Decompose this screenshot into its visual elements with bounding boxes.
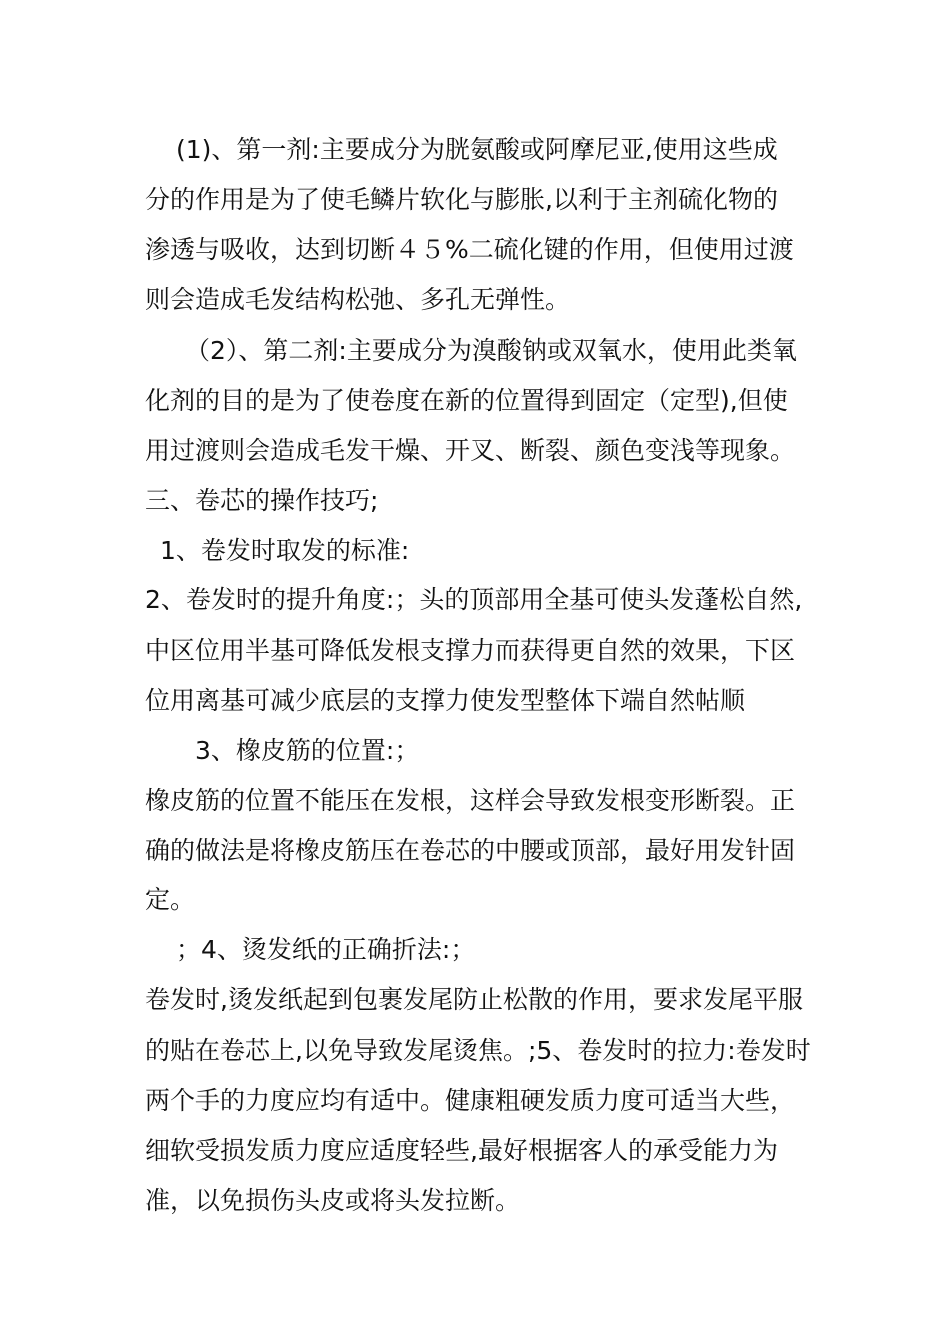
- text-line: 分的作用是为了使毛鳞片软化与膨胀,以利于主剂硫化物的: [145, 185, 778, 214]
- text-line: 1、卷发时取发的标准:: [160, 536, 410, 565]
- section-heading: 三、卷芯的操作技巧;: [145, 486, 379, 515]
- text-line: 位用离基可减少底层的支撑力使发型整体下端自然帖顺: [145, 686, 746, 715]
- text-line: 橡皮筋的位置不能压在发根，这样会导致发根变形断裂。正: [145, 786, 796, 815]
- text-line: 卷发时,烫发纸起到包裹发尾防止松散的作用，要求发尾平服: [145, 985, 803, 1014]
- text-line: ；4、烫发纸的正确折法:；: [176, 935, 476, 964]
- text-line: 的贴在卷芯上,以免导致发尾烫焦。;5、卷发时的拉力:卷发时: [145, 1036, 811, 1065]
- text-line: （2）、第二剂:主要成分为溴酸钠或双氧水，使用此类氧: [185, 336, 797, 365]
- text-line: 准，以免损伤头皮或将头发拉断。: [145, 1186, 521, 1215]
- text-line: 渗透与吸收，达到切断４５%二硫化键的作用，但使用过渡: [145, 235, 794, 264]
- text-line: 确的做法是将橡皮筋压在卷芯的中腰或顶部，最好用发针固: [145, 836, 796, 865]
- text-line: 3、橡皮筋的位置:；: [195, 736, 420, 765]
- text-line: 2、卷发时的提升角度:；头的顶部用全基可使头发蓬松自然,: [145, 585, 803, 614]
- text-line: 用过渡则会造成毛发干燥、开叉、断裂、颜色变浅等现象。: [145, 436, 796, 465]
- text-line: 两个手的力度应均有适中。健康粗硬发质力度可适当大些，: [145, 1086, 796, 1115]
- text-line: 细软受损发质力度应适度轻些,最好根据客人的承受能力为: [145, 1136, 778, 1165]
- text-line: (1)、第一剂:主要成分为胱氨酸或阿摩尼亚,使用这些成: [176, 135, 778, 164]
- text-line: 化剂的目的是为了使卷度在新的位置得到固定（定型),但使: [145, 386, 788, 415]
- text-line: 中区位用半基可降低发根支撑力而获得更自然的效果，下区: [145, 636, 796, 665]
- text-line: 则会造成毛发结构松弛、多孔无弹性。: [145, 285, 571, 314]
- text-line: 定。: [145, 885, 196, 914]
